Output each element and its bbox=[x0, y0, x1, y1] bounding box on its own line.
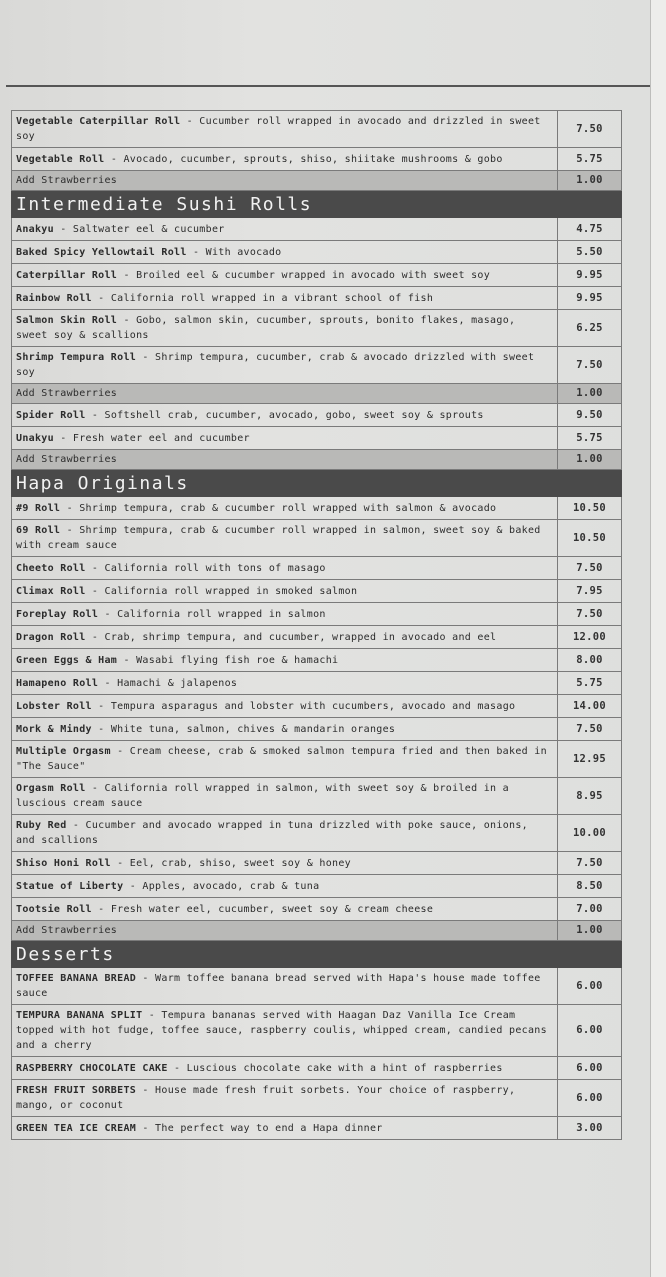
menu-item-row bbox=[12, 404, 622, 427]
item-desc-text: - Cream cheese, crab & smoked salmon tempura fried and then baked in "The Sauce" bbox=[16, 746, 547, 772]
menu-item-row bbox=[12, 1057, 622, 1080]
menu-item-row bbox=[12, 778, 622, 815]
menu-item-row bbox=[12, 695, 622, 718]
item-desc-text: - Shrimp tempura, crab & cucumber roll wrapped in salmon, sweet soy & baked with cream sauce bbox=[16, 525, 541, 551]
item-desc-text: - California roll wrapped in salmon, with sweet soy & broiled in a luscious cream sauce bbox=[16, 783, 510, 809]
menu-item-row bbox=[12, 497, 622, 520]
item-price: 9.50 bbox=[558, 404, 622, 427]
item-price: 12.00 bbox=[558, 626, 622, 649]
menu-item-row bbox=[12, 520, 622, 557]
item-name: Vegetable Caterpillar Roll bbox=[16, 116, 181, 127]
item-price: 7.50 bbox=[558, 111, 622, 148]
item-description bbox=[12, 111, 558, 148]
item-name: Caterpillar Roll bbox=[16, 269, 118, 281]
item-price: 10.50 bbox=[558, 520, 622, 557]
item-name: Foreplay Roll bbox=[16, 608, 99, 620]
item-desc-text: - Luscious chocolate cake with a hint of raspberries bbox=[167, 1062, 503, 1074]
item-description bbox=[12, 241, 558, 264]
item-name: Anakyu bbox=[16, 223, 54, 235]
menu-item-row bbox=[12, 815, 622, 852]
item-desc-text: - Avocado, cucumber, sprouts, shiso, shiitake mushrooms & gobo bbox=[104, 153, 503, 165]
addon-row bbox=[12, 921, 622, 941]
item-name: Mork & Mindy bbox=[16, 723, 92, 735]
item-description bbox=[12, 672, 558, 695]
menu-item-row bbox=[12, 1005, 622, 1057]
item-description bbox=[12, 718, 558, 741]
item-desc-text: - Gobo, salmon skin, cucumber, sprouts, bonito flakes, masago, sweet soy & scallions bbox=[16, 315, 516, 341]
menu-item-row bbox=[12, 580, 622, 603]
item-desc-text: - California roll wrapped in salmon bbox=[98, 608, 326, 620]
item-description bbox=[12, 427, 558, 450]
menu-item-row bbox=[12, 148, 622, 171]
item-price: 5.75 bbox=[558, 427, 622, 450]
item-name: Tootsie Roll bbox=[16, 903, 92, 915]
addon-label: Add Strawberries bbox=[12, 171, 558, 191]
item-name: Climax Roll bbox=[16, 585, 86, 597]
item-price: 7.50 bbox=[558, 557, 622, 580]
item-price: 6.00 bbox=[558, 1005, 622, 1057]
item-description bbox=[12, 852, 558, 875]
item-price: 9.95 bbox=[558, 287, 622, 310]
item-description bbox=[12, 310, 558, 347]
menu-item-row bbox=[12, 557, 622, 580]
menu-item-row bbox=[12, 264, 622, 287]
menu-item-row bbox=[12, 852, 622, 875]
item-description bbox=[12, 347, 558, 384]
item-desc-text: - Cucumber roll wrapped in avocado and drizzled in sweet soy bbox=[16, 116, 541, 142]
item-price: 1.00 bbox=[558, 450, 622, 470]
item-price: 14.00 bbox=[558, 695, 622, 718]
item-name: Shiso Honi Roll bbox=[16, 857, 111, 869]
item-name: Green Eggs & Ham bbox=[16, 654, 118, 666]
item-desc-text: - With avocado bbox=[186, 246, 282, 258]
item-description bbox=[12, 815, 558, 852]
item-name: Cheeto Roll bbox=[16, 562, 86, 574]
addon-row bbox=[12, 384, 622, 404]
addon-label: Add Strawberries bbox=[12, 450, 558, 470]
menu-item-row bbox=[12, 1080, 622, 1117]
item-price: 6.00 bbox=[558, 1080, 622, 1117]
item-price: 8.95 bbox=[558, 778, 622, 815]
item-description bbox=[12, 778, 558, 815]
item-name: Salmon Skin Roll bbox=[16, 315, 118, 326]
item-price: 8.50 bbox=[558, 875, 622, 898]
item-description bbox=[12, 264, 558, 287]
item-desc-text: - Fresh water eel, cucumber, sweet soy & cream cheese bbox=[91, 903, 434, 915]
item-desc-text: - Shrimp tempura, crab & cucumber roll wrapped with salmon & avocado bbox=[60, 502, 497, 514]
item-desc-text: - Tempura asparagus and lobster with cucumbers, avocado and masago bbox=[91, 700, 516, 712]
item-desc-text: - Eel, crab, shiso, sweet soy & honey bbox=[110, 857, 351, 869]
item-name: Statue of Liberty bbox=[16, 880, 124, 892]
menu-item-row bbox=[12, 241, 622, 264]
menu-item-row bbox=[12, 111, 622, 148]
item-description bbox=[12, 649, 558, 672]
item-description bbox=[12, 875, 558, 898]
addon-label: Add Strawberries bbox=[12, 921, 558, 941]
item-price: 10.00 bbox=[558, 815, 622, 852]
item-desc-text: - California roll wrapped in a vibrant school of fish bbox=[91, 292, 434, 304]
item-desc-text: - Hamachi & jalapenos bbox=[98, 677, 238, 689]
menu-item-row bbox=[12, 603, 622, 626]
item-desc-text: - White tuna, salmon, chives & mandarin oranges bbox=[91, 723, 396, 735]
item-description bbox=[12, 741, 558, 778]
item-name: Dragon Roll bbox=[16, 631, 86, 643]
item-description bbox=[12, 626, 558, 649]
item-price: 1.00 bbox=[558, 171, 622, 191]
addon-row bbox=[12, 450, 622, 470]
item-price: 7.50 bbox=[558, 603, 622, 626]
item-name: Unakyu bbox=[16, 432, 54, 444]
item-name: TOFFEE BANANA BREAD bbox=[16, 973, 137, 984]
section-title: Hapa Originals bbox=[12, 470, 622, 497]
item-desc-text: - California roll with tons of masago bbox=[85, 562, 326, 574]
section-title: Desserts bbox=[12, 941, 622, 968]
section-header bbox=[12, 191, 622, 218]
menu-item-row bbox=[12, 1117, 622, 1140]
section-header bbox=[12, 941, 622, 968]
item-price: 8.00 bbox=[558, 649, 622, 672]
item-desc-text: - Tempura bananas served with Haagan Daz Vanilla Ice Cream topped with hot fudge, toffee sauce, raspberry coulis, whipped cream, candied pecans and a cherry bbox=[16, 1010, 547, 1051]
item-description bbox=[12, 557, 558, 580]
item-name: Vegetable Roll bbox=[16, 153, 105, 165]
item-name: 69 Roll bbox=[16, 525, 61, 536]
item-desc-text: - House made fresh fruit sorbets. Your choice of raspberry, mango, or coconut bbox=[16, 1085, 516, 1111]
top-rule bbox=[6, 85, 650, 87]
item-description bbox=[12, 497, 558, 520]
item-description bbox=[12, 603, 558, 626]
item-name: Multiple Orgasm bbox=[16, 746, 111, 757]
item-desc-text: - Wasabi flying fish roe & hamachi bbox=[117, 654, 339, 666]
menu-item-row bbox=[12, 672, 622, 695]
item-description bbox=[12, 218, 558, 241]
item-price: 7.95 bbox=[558, 580, 622, 603]
item-price: 1.00 bbox=[558, 384, 622, 404]
item-description bbox=[12, 695, 558, 718]
item-price: 9.95 bbox=[558, 264, 622, 287]
item-description bbox=[12, 898, 558, 921]
item-description bbox=[12, 580, 558, 603]
item-price: 7.00 bbox=[558, 898, 622, 921]
item-price: 10.50 bbox=[558, 497, 622, 520]
item-desc-text: - Shrimp tempura, cucumber, crab & avocado drizzled with sweet soy bbox=[16, 352, 535, 378]
item-desc-text: - Saltwater eel & cucumber bbox=[53, 223, 225, 235]
item-price: 7.50 bbox=[558, 347, 622, 384]
item-desc-text: - Broiled eel & cucumber wrapped in avocado with sweet soy bbox=[117, 269, 491, 281]
item-name: GREEN TEA ICE CREAM bbox=[16, 1122, 137, 1134]
item-name: TEMPURA BANANA SPLIT bbox=[16, 1010, 143, 1021]
item-price: 7.50 bbox=[558, 852, 622, 875]
menu-table bbox=[11, 110, 622, 1140]
item-name: Shrimp Tempura Roll bbox=[16, 352, 137, 363]
menu-item-row bbox=[12, 898, 622, 921]
item-description bbox=[12, 1080, 558, 1117]
item-desc-text: - Fresh water eel and cucumber bbox=[53, 432, 250, 444]
item-name: #9 Roll bbox=[16, 502, 61, 514]
menu-item-row bbox=[12, 968, 622, 1005]
item-price: 7.50 bbox=[558, 718, 622, 741]
item-name: Orgasm Roll bbox=[16, 783, 86, 794]
item-desc-text: - Crab, shrimp tempura, and cucumber, wrapped in avocado and eel bbox=[85, 631, 497, 643]
item-name: Baked Spicy Yellowtail Roll bbox=[16, 246, 187, 258]
item-name: FRESH FRUIT SORBETS bbox=[16, 1085, 137, 1096]
menu-item-row bbox=[12, 626, 622, 649]
item-name: Spider Roll bbox=[16, 409, 86, 421]
item-name: Lobster Roll bbox=[16, 700, 92, 712]
menu-item-row bbox=[12, 649, 622, 672]
item-description bbox=[12, 1005, 558, 1057]
item-description bbox=[12, 404, 558, 427]
menu-item-row bbox=[12, 875, 622, 898]
item-price: 12.95 bbox=[558, 741, 622, 778]
item-price: 6.25 bbox=[558, 310, 622, 347]
menu-item-row bbox=[12, 310, 622, 347]
menu-item-row bbox=[12, 287, 622, 310]
item-description bbox=[12, 968, 558, 1005]
item-description bbox=[12, 1117, 558, 1140]
page-edge bbox=[650, 0, 666, 1277]
item-desc-text: - The perfect way to end a Hapa dinner bbox=[136, 1122, 383, 1134]
item-description bbox=[12, 148, 558, 171]
menu-item-row bbox=[12, 347, 622, 384]
item-name: Rainbow Roll bbox=[16, 292, 92, 304]
item-price: 1.00 bbox=[558, 921, 622, 941]
menu-item-row bbox=[12, 718, 622, 741]
item-price: 5.75 bbox=[558, 148, 622, 171]
item-description bbox=[12, 520, 558, 557]
section-header bbox=[12, 470, 622, 497]
item-price: 5.75 bbox=[558, 672, 622, 695]
menu-item-row bbox=[12, 218, 622, 241]
item-description bbox=[12, 1057, 558, 1080]
item-price: 4.75 bbox=[558, 218, 622, 241]
section-title: Intermediate Sushi Rolls bbox=[12, 191, 622, 218]
item-desc-text: - Warm toffee banana bread served with Hapa's house made toffee sauce bbox=[16, 973, 541, 999]
item-name: Ruby Red bbox=[16, 820, 67, 831]
item-desc-text: - Softshell crab, cucumber, avocado, gobo, sweet soy & sprouts bbox=[85, 409, 484, 421]
item-price: 5.50 bbox=[558, 241, 622, 264]
item-price: 6.00 bbox=[558, 1057, 622, 1080]
item-description bbox=[12, 287, 558, 310]
item-name: RASPBERRY CHOCOLATE CAKE bbox=[16, 1062, 168, 1074]
item-price: 6.00 bbox=[558, 968, 622, 1005]
item-price: 3.00 bbox=[558, 1117, 622, 1140]
item-desc-text: - Apples, avocado, crab & tuna bbox=[123, 880, 320, 892]
menu-item-row bbox=[12, 741, 622, 778]
item-name: Hamapeno Roll bbox=[16, 677, 99, 689]
menu-item-row bbox=[12, 427, 622, 450]
addon-label: Add Strawberries bbox=[12, 384, 558, 404]
addon-row bbox=[12, 171, 622, 191]
item-desc-text: - California roll wrapped in smoked salmon bbox=[85, 585, 358, 597]
item-desc-text: - Cucumber and avocado wrapped in tuna drizzled with poke sauce, onions, and scallions bbox=[16, 820, 528, 846]
